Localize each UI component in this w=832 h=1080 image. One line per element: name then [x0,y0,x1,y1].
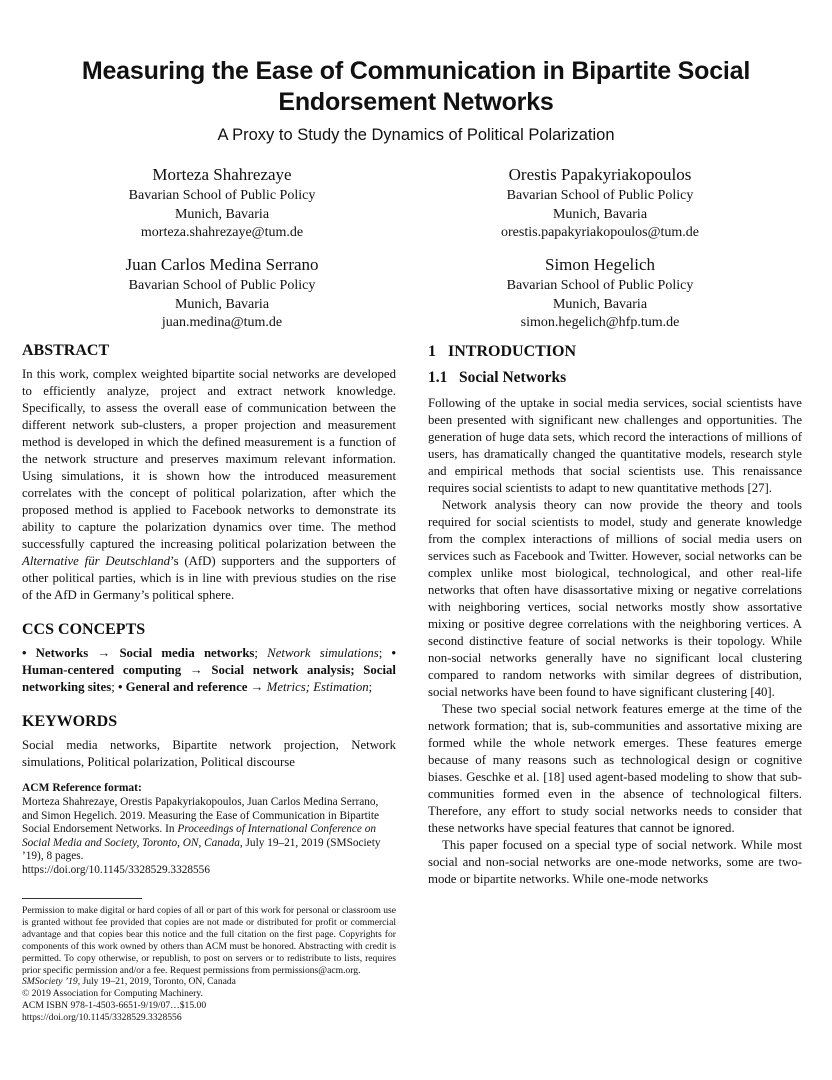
keywords-text: Social media networks, Bipartite network projection, Network simulations, Political polarization, Political discourse [22,738,396,769]
intro-paragraph: This paper focused on a special type of social network. While most social and non-social networks are one-mode networks, some are two-mode or bipartite networks. While one-mode networks [428,838,802,886]
author-location: Munich, Bavaria [552,206,648,222]
author-name: Simon Hegelich [544,255,655,274]
author-email: juan.medina@tum.de [161,315,283,330]
left-column [22,341,396,1024]
author-affiliation: Bavarian School of Public Policy [128,278,316,293]
author-affiliation: Bavarian School of Public Policy [506,188,694,203]
author-location: Munich, Bavaria [174,206,270,222]
introduction-heading: 1 INTRODUCTION [428,343,577,360]
intro-paragraph: These two special social network features emerge at the time of the network formation; that is, sub-communities and assortative mixing are formed while the whole network emerges. These features emerge because of many reasons such as technological design or cognitive biases. Geschke et al. [18] used agent-based modeling to show that sub-communities formed even in the absence of technological filters. Therefore, any effort to study social networks needs to consider that these networks have special features that cannot be ignored. [428,702,802,835]
intro-paragraph: Following of the uptake in social media services, social scientists have been presented with significant new challenges and opportunities. The generation of huge data sets, which record the interactions of millions of users, has dramatically changed the quantitative models, research style and empirical methods that social scientists use. This renaissance requires social scientists to adapt to new quantitative methods [27]. [428,396,802,495]
copyright-line: © 2019 Association for Computing Machinery. [22,988,203,1000]
author-email: simon.hegelich@hfp.tum.de [520,315,680,330]
author-block [410,164,790,243]
social-networks-subheading: 1.1 Social Networks [428,369,567,386]
author-affiliation: Bavarian School of Public Policy [506,278,694,293]
venue-line: SMSociety ’19, July 19–21, 2019, Toronto, ON, Canada [22,976,236,988]
author-block [410,254,790,333]
right-column [428,342,802,888]
author-block [32,254,412,333]
acm-reference-doi: https://doi.org/10.1145/3328529.3328556 [22,863,210,876]
acm-reference-heading: ACM Reference format: [22,782,142,794]
ccs-heading: CCS CONCEPTS [22,621,146,638]
keywords-heading: KEYWORDS [22,713,118,730]
author-email: morteza.shahrezaye@tum.de [140,225,304,240]
footnote-divider [22,898,142,899]
author-name: Orestis Papakyriakopoulos [508,165,692,184]
intro-paragraph: Network analysis theory can now provide the theory and tools required for social scientists to model, study and generate knowledge from the complex interactions of millions of social media users on services such as Facebook and Twitter. However, social networks can be complex unlike most biological, technological, and other real-life networks that often have disassortative mixing or negative correlations with neighboring vertices, social networks mostly show assortative mixing or positive degree correlations with the neighboring vertices. A second distinctive feature of social networks is their topology. While non-social networks generally have no significant local clustering compared to random networks with similar degrees of distribution, social networks have been found to have significant clustering [40]. [428,498,802,699]
ccs-concepts: • Networks → Social media networks; Network simulations; • Human-centered computing → Social network analysis; Social networking sites; • General and reference → Metrics; Estimation; [22,646,396,694]
doi-line: https://doi.org/10.1145/3328529.3328556 [22,1012,182,1024]
paper-subtitle: A Proxy to Study the Dynamics of Political Polarization [217,126,615,144]
permission-notice: Permission to make digital or hard copies of all or part of this work for personal or classroom use is granted without fee provided that copies are not made or distributed for profit or commercial advantage and that copies bear this notice and the full citation on the first page. Copyrights for components of this work owned by others than ACM must be honored. Abstracting with credit is permitted. To copy otherwise, or republish, to post on servers or to redistribute to lists, requires prior specific permission and/or a fee. Request permissions from permissions@acm.org. [22,905,396,976]
acm-reference-text: Morteza Shahrezaye, Orestis Papakyriakopoulos, Juan Carlos Medina Serrano, and Simon Hegelich. 2019. Measuring the Ease of Communication in Bipartite Social Endorsement Networks. In Proceedings of International Conference on Social Media and Society, Toronto, ON, Canada, July 19–21, 2019 (SMSociety ’19), 8 pages. https://doi.org/10.1145/3328529.3328556 [22,796,381,876]
author-name: Morteza Shahrezaye [152,165,292,184]
author-affiliation: Bavarian School of Public Policy [128,188,316,203]
paper-title: Measuring the Ease of Communication in Bipartite Social Endorsement Networks [81,57,751,116]
isbn-line: ACM ISBN 978-1-4503-6651-9/19/07…$15.00 [22,1000,207,1012]
abstract-text: In this work, complex weighted bipartite social networks are developed to efficiently analyze, project and extract network knowledge. Specifically, to assess the overall ease of communication between the different network sub-clusters, a proper projection and measurement method is developed in which the defined measurement is a function of the network structure and preserves maximum relevant information. Using simulations, it is shown how the introduced measurement correlates with the concept of political polarization, after which the proposed method is applied to Facebook networks to demonstrate its ability to capture the polarization dynamics over time. The method successfully captured the increasing political polarization between the Alternative für Deutschland’s (AfD) supporters and the supporters of other political parties, which is in line with previous studies on the rise of the AfD in Germany’s political sphere. [22,367,396,602]
abstract-heading: ABSTRACT [22,342,110,359]
author-location: Munich, Bavaria [174,296,270,312]
author-name: Juan Carlos Medina Serrano [125,255,319,274]
author-email: orestis.papakyriakopoulos@tum.de [501,225,699,240]
author-block [32,164,412,243]
author-location: Munich, Bavaria [552,296,648,312]
